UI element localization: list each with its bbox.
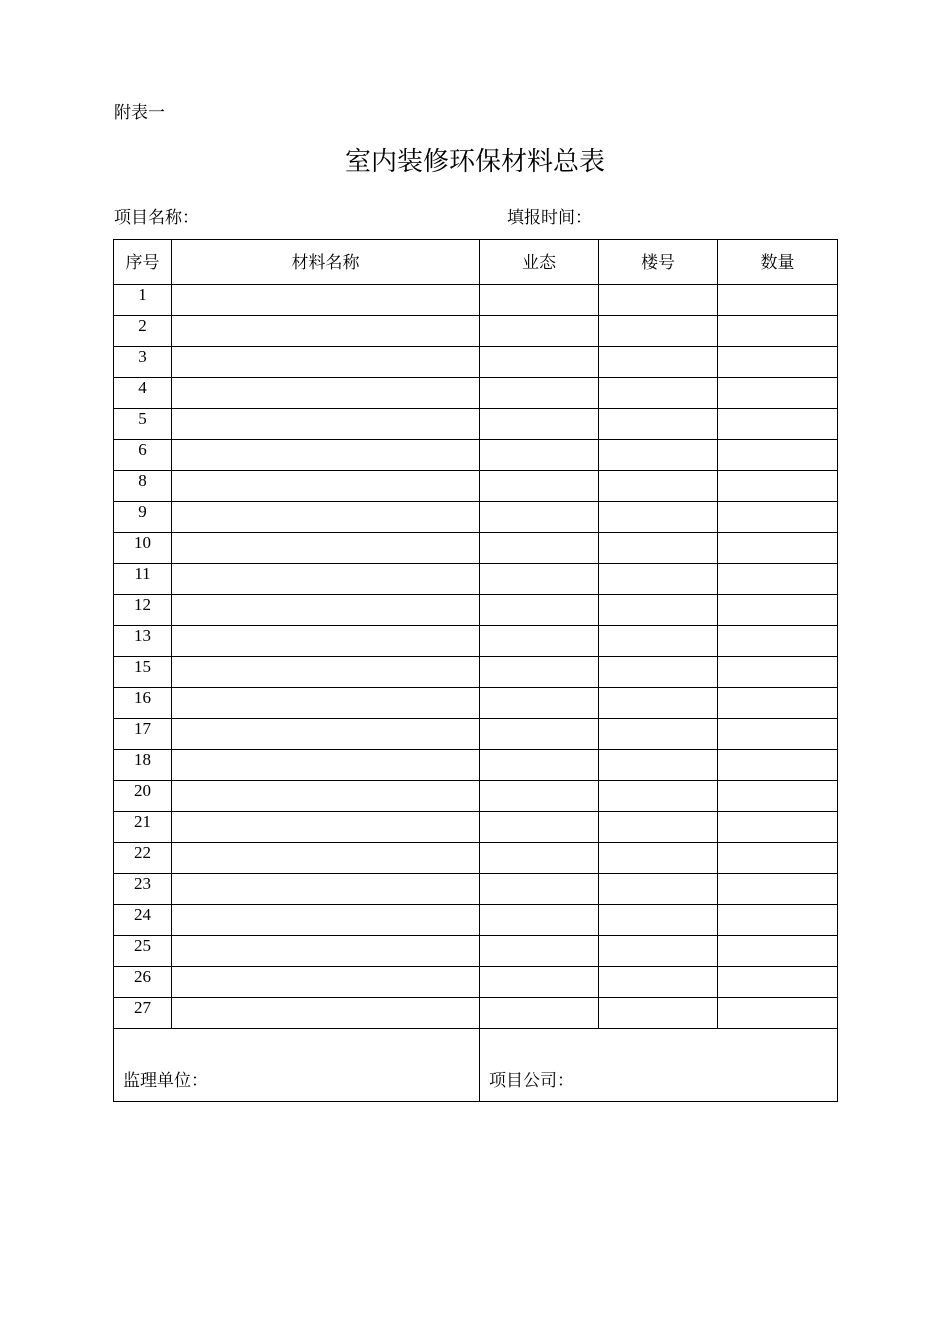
appendix-label: 附表一 <box>114 103 165 123</box>
signature-row <box>114 1029 838 1102</box>
table-row <box>114 998 838 1029</box>
material-name-cell[interactable] <box>172 657 480 688</box>
business-type-cell[interactable] <box>480 719 599 750</box>
building-no-cell[interactable] <box>599 688 718 719</box>
quantity-cell[interactable] <box>718 409 838 440</box>
building-no-cell[interactable] <box>599 843 718 874</box>
business-type-cell[interactable] <box>480 347 599 378</box>
row-number: 16 <box>114 688 172 719</box>
material-name-cell[interactable] <box>172 440 480 471</box>
business-type-cell[interactable] <box>480 471 599 502</box>
quantity-cell[interactable] <box>718 285 838 316</box>
quantity-cell[interactable] <box>718 750 838 781</box>
material-name-cell[interactable] <box>172 750 480 781</box>
materials-table <box>113 239 838 1102</box>
building-no-cell[interactable] <box>599 874 718 905</box>
quantity-cell[interactable] <box>718 595 838 626</box>
row-number: 3 <box>114 347 172 378</box>
material-name-cell[interactable] <box>172 471 480 502</box>
table-row <box>114 781 838 812</box>
business-type-cell[interactable] <box>480 874 599 905</box>
quantity-cell[interactable] <box>718 998 838 1029</box>
building-no-cell[interactable] <box>599 626 718 657</box>
row-number: 11 <box>114 564 172 595</box>
row-number: 9 <box>114 502 172 533</box>
material-name-cell[interactable] <box>172 409 480 440</box>
material-name-cell[interactable] <box>172 874 480 905</box>
building-no-cell[interactable] <box>599 595 718 626</box>
business-type-cell[interactable] <box>480 936 599 967</box>
material-name-cell[interactable] <box>172 812 480 843</box>
material-name-cell[interactable] <box>172 316 480 347</box>
row-number: 4 <box>114 378 172 409</box>
building-no-cell[interactable] <box>599 936 718 967</box>
row-number: 5 <box>114 409 172 440</box>
row-number: 1 <box>114 285 172 316</box>
quantity-cell[interactable] <box>718 440 838 471</box>
row-number: 21 <box>114 812 172 843</box>
row-number: 15 <box>114 657 172 688</box>
business-type-cell[interactable] <box>480 998 599 1029</box>
business-type-cell[interactable] <box>480 502 599 533</box>
building-no-cell[interactable] <box>599 502 718 533</box>
header-serial: 序号 <box>114 240 172 285</box>
header-quantity: 数量 <box>718 240 838 285</box>
building-no-cell[interactable] <box>599 471 718 502</box>
quantity-cell[interactable] <box>718 564 838 595</box>
quantity-cell[interactable] <box>718 471 838 502</box>
building-no-cell[interactable] <box>599 719 718 750</box>
quantity-cell[interactable] <box>718 657 838 688</box>
business-type-cell[interactable] <box>480 409 599 440</box>
material-name-cell[interactable] <box>172 905 480 936</box>
header-business-type: 业态 <box>480 240 599 285</box>
building-no-cell[interactable] <box>599 967 718 998</box>
table-row <box>114 688 838 719</box>
company-signature-cell[interactable]: 项目公司： <box>480 1029 838 1102</box>
business-type-cell[interactable] <box>480 967 599 998</box>
material-name-cell[interactable] <box>172 533 480 564</box>
business-type-cell[interactable] <box>480 843 599 874</box>
table-row <box>114 347 838 378</box>
header-material-name: 材料名称 <box>172 240 480 285</box>
table-row <box>114 409 838 440</box>
quantity-cell[interactable] <box>718 688 838 719</box>
table-row <box>114 936 838 967</box>
business-type-cell[interactable] <box>480 564 599 595</box>
building-no-cell[interactable] <box>599 657 718 688</box>
table-row <box>114 564 838 595</box>
business-type-cell[interactable] <box>480 378 599 409</box>
table-row <box>114 657 838 688</box>
building-no-cell[interactable] <box>599 781 718 812</box>
building-no-cell[interactable] <box>599 316 718 347</box>
table-row <box>114 471 838 502</box>
business-type-cell[interactable] <box>480 657 599 688</box>
table-row <box>114 440 838 471</box>
quantity-cell[interactable] <box>718 626 838 657</box>
table-row <box>114 316 838 347</box>
building-no-cell[interactable] <box>599 347 718 378</box>
building-no-cell[interactable] <box>599 905 718 936</box>
page-title: 室内装修环保材料总表 <box>344 147 605 177</box>
row-number: 12 <box>114 595 172 626</box>
row-number: 8 <box>114 471 172 502</box>
material-name-cell[interactable] <box>172 285 480 316</box>
business-type-cell[interactable] <box>480 688 599 719</box>
row-number: 2 <box>114 316 172 347</box>
row-number: 25 <box>114 936 172 967</box>
quantity-cell[interactable] <box>718 905 838 936</box>
material-name-cell[interactable] <box>172 595 480 626</box>
quantity-cell[interactable] <box>718 936 838 967</box>
building-no-cell[interactable] <box>599 285 718 316</box>
building-no-cell[interactable] <box>599 564 718 595</box>
material-name-cell[interactable] <box>172 936 480 967</box>
table-row <box>114 905 838 936</box>
row-number: 18 <box>114 750 172 781</box>
table-row <box>114 626 838 657</box>
quantity-cell[interactable] <box>718 502 838 533</box>
building-no-cell[interactable] <box>599 812 718 843</box>
material-name-cell[interactable] <box>172 502 480 533</box>
row-number: 17 <box>114 719 172 750</box>
building-no-cell[interactable] <box>599 378 718 409</box>
table-row <box>114 750 838 781</box>
quantity-cell[interactable] <box>718 719 838 750</box>
table-row <box>114 812 838 843</box>
business-type-cell[interactable] <box>480 533 599 564</box>
quantity-cell[interactable] <box>718 874 838 905</box>
table-row <box>114 285 838 316</box>
material-name-cell[interactable] <box>172 626 480 657</box>
quantity-cell[interactable] <box>718 316 838 347</box>
row-number: 26 <box>114 967 172 998</box>
material-name-cell[interactable] <box>172 843 480 874</box>
material-name-cell[interactable] <box>172 347 480 378</box>
business-type-cell[interactable] <box>480 781 599 812</box>
building-no-cell[interactable] <box>599 409 718 440</box>
table-row <box>114 502 838 533</box>
business-type-cell[interactable] <box>480 905 599 936</box>
table-row <box>114 874 838 905</box>
building-no-cell[interactable] <box>599 440 718 471</box>
table-row <box>114 843 838 874</box>
row-number: 13 <box>114 626 172 657</box>
material-name-cell[interactable] <box>172 688 480 719</box>
row-number: 23 <box>114 874 172 905</box>
quantity-cell[interactable] <box>718 781 838 812</box>
fill-date-label: 填报时间： <box>507 208 592 228</box>
quantity-cell[interactable] <box>718 378 838 409</box>
business-type-cell[interactable] <box>480 595 599 626</box>
business-type-cell[interactable] <box>480 812 599 843</box>
quantity-cell[interactable] <box>718 843 838 874</box>
table-row <box>114 719 838 750</box>
quantity-cell[interactable] <box>718 967 838 998</box>
row-number: 27 <box>114 998 172 1029</box>
row-number: 24 <box>114 905 172 936</box>
row-number: 22 <box>114 843 172 874</box>
business-type-cell[interactable] <box>480 626 599 657</box>
table-row <box>114 378 838 409</box>
header-building-no: 楼号 <box>599 240 718 285</box>
business-type-cell[interactable] <box>480 285 599 316</box>
material-name-cell[interactable] <box>172 781 480 812</box>
table-row <box>114 967 838 998</box>
table-row <box>114 533 838 564</box>
material-name-cell[interactable] <box>172 564 480 595</box>
project-name-label: 项目名称： <box>114 208 199 228</box>
supervisor-signature-cell[interactable]: 监理单位： <box>114 1029 480 1102</box>
material-name-cell[interactable] <box>172 998 480 1029</box>
business-type-cell[interactable] <box>480 750 599 781</box>
row-number: 6 <box>114 440 172 471</box>
business-type-cell[interactable] <box>480 440 599 471</box>
row-number: 20 <box>114 781 172 812</box>
material-name-cell[interactable] <box>172 967 480 998</box>
building-no-cell[interactable] <box>599 533 718 564</box>
quantity-cell[interactable] <box>718 812 838 843</box>
business-type-cell[interactable] <box>480 316 599 347</box>
material-name-cell[interactable] <box>172 719 480 750</box>
quantity-cell[interactable] <box>718 533 838 564</box>
table-row <box>114 595 838 626</box>
building-no-cell[interactable] <box>599 998 718 1029</box>
material-name-cell[interactable] <box>172 378 480 409</box>
building-no-cell[interactable] <box>599 750 718 781</box>
quantity-cell[interactable] <box>718 347 838 378</box>
table-header-row <box>114 240 838 285</box>
row-number: 10 <box>114 533 172 564</box>
